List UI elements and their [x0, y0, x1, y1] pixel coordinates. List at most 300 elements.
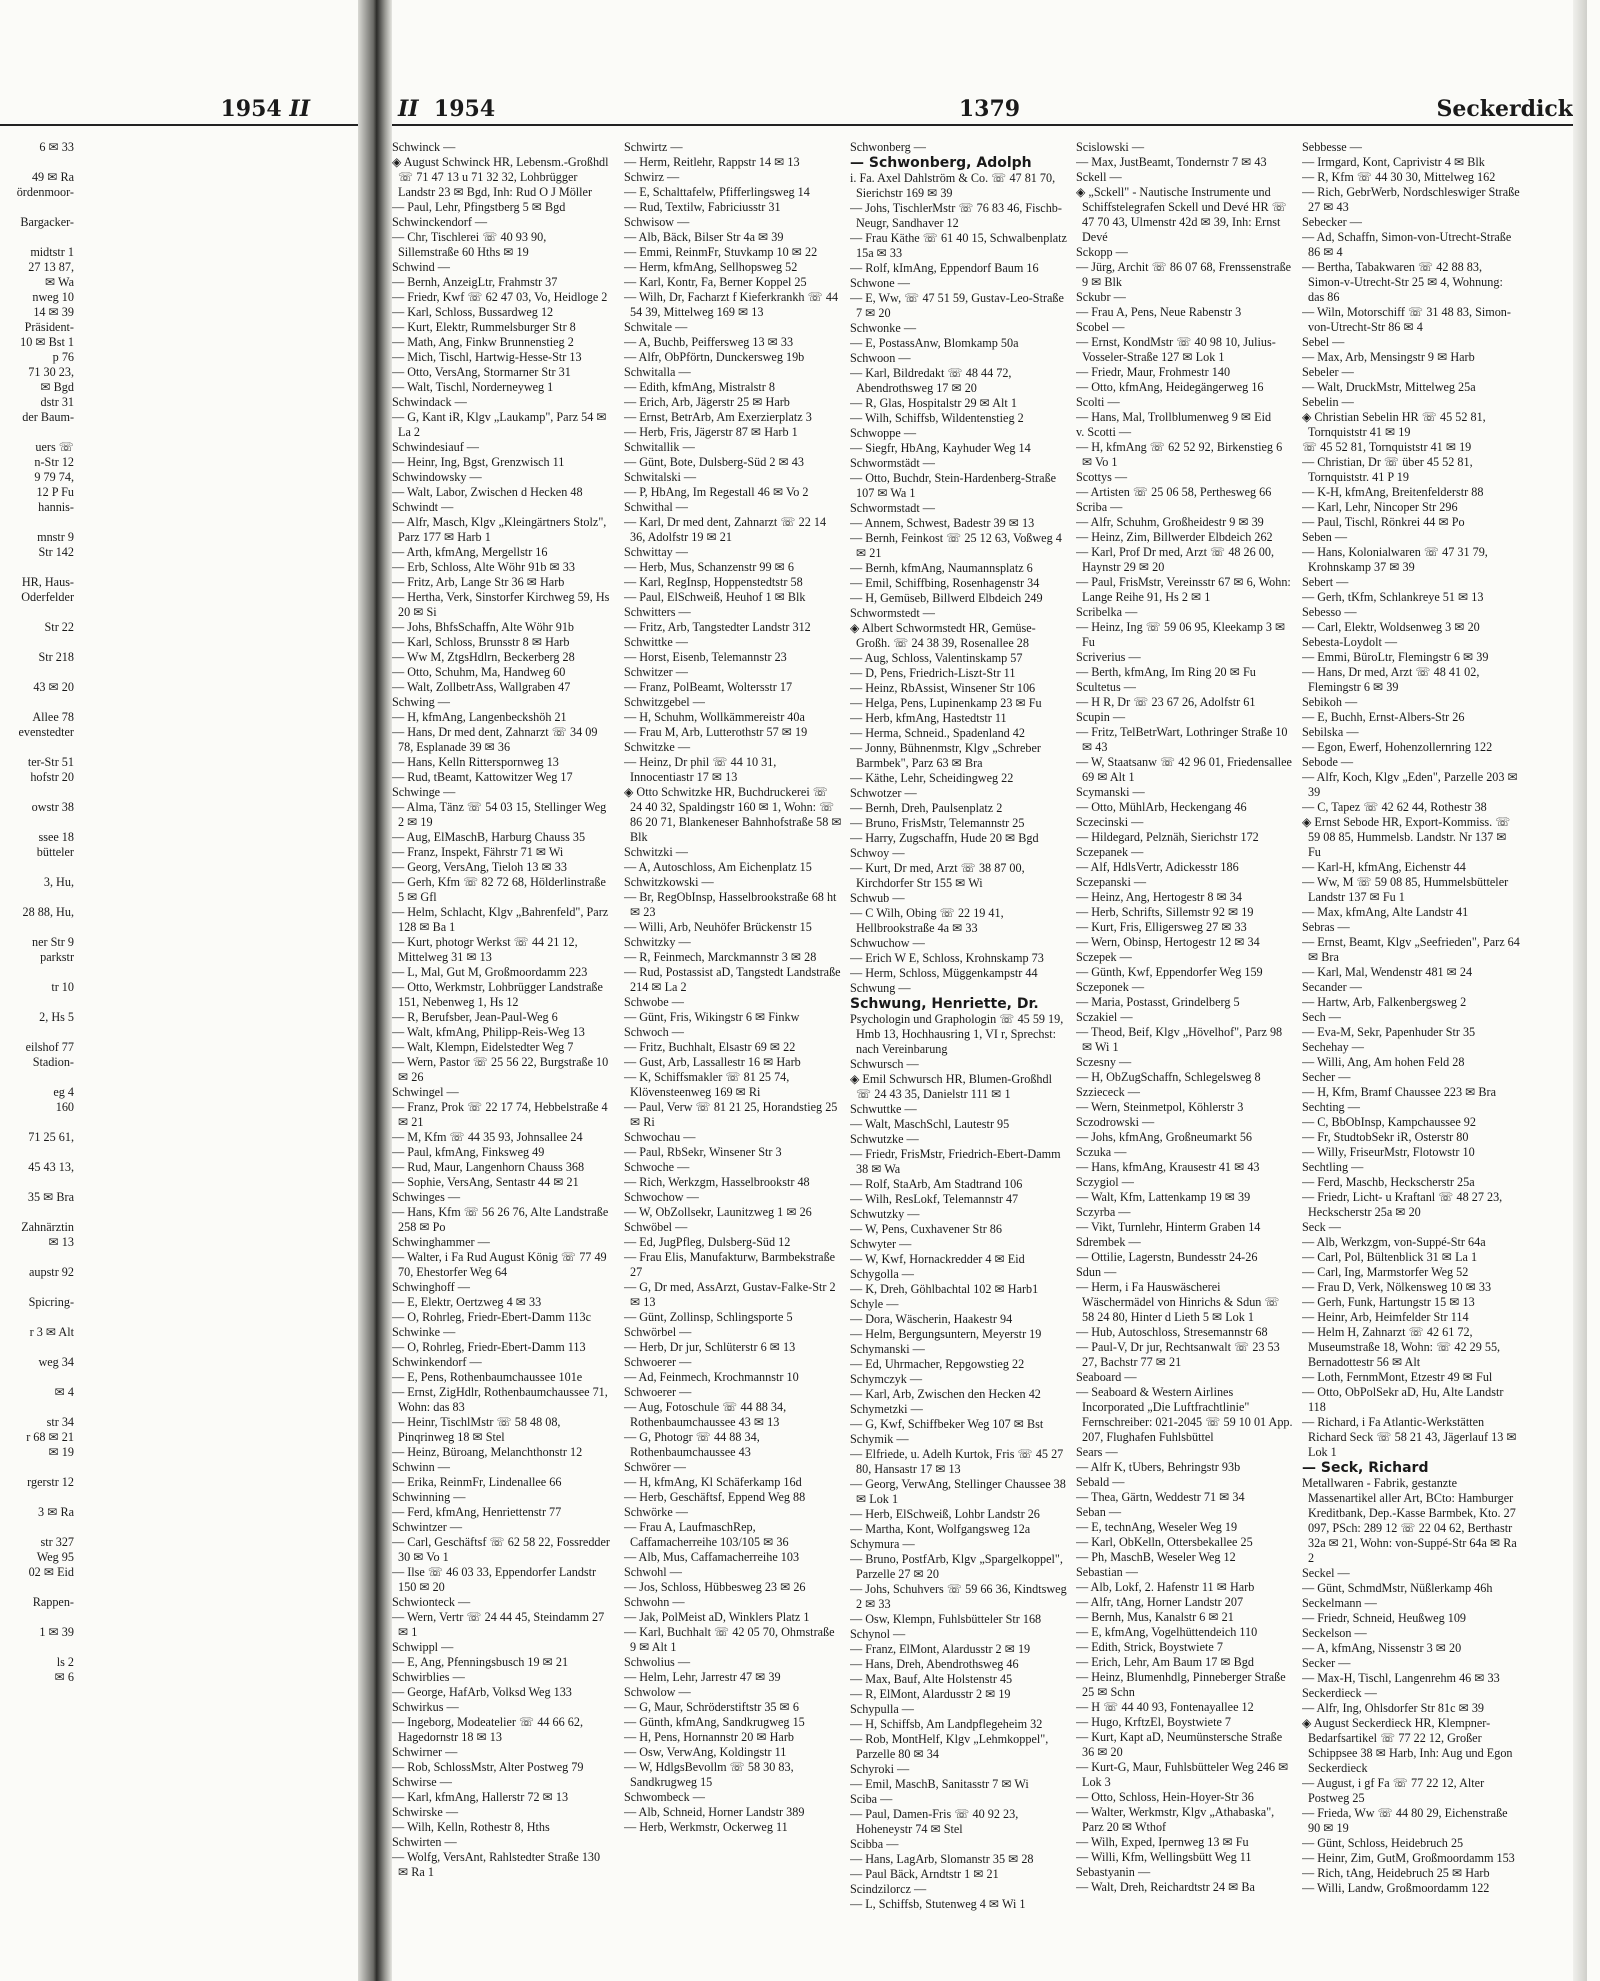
surname-heading: Schwonke —	[850, 321, 917, 335]
directory-entry: — Max, kfmAng, Alte Landstr 41	[1302, 905, 1469, 919]
directory-entry: — Schwonberg, Adolph	[850, 155, 1032, 171]
directory-entry: — Walt, Labor, Zwischen d Hecken 48	[392, 485, 583, 499]
surname-heading: Schwutzky —	[850, 1207, 920, 1221]
surname-heading: Schwitzki —	[624, 845, 688, 859]
directory-entry: — E, Ww, ☏ 47 51 59, Gustav-Leo-Straße 7 ✉ 20	[850, 291, 1064, 320]
surname-heading: Schwohn —	[624, 1595, 685, 1609]
directory-entry: — Alf, HdlsVertr, Adickesstr 186	[1076, 860, 1239, 874]
surname-heading: Sczepanski —	[1076, 875, 1147, 889]
surname-heading: Schwind —	[392, 260, 450, 274]
directory-column-3	[850, 140, 1068, 1981]
surname-heading: Schwinges —	[392, 1190, 461, 1204]
directory-entry: — Frieda, Ww ☏ 44 80 29, Eichenstraße 90 ✉ 19	[1302, 1806, 1508, 1835]
directory-entry: ☏ 45 52 81, Tornquiststr 41 ✉ 19	[1302, 440, 1472, 454]
left-fragment-line: str 327	[40, 1535, 74, 1549]
surname-heading: Schwursch —	[850, 1057, 919, 1071]
left-fragment-line	[0, 635, 74, 650]
directory-entry: — Walt, Kfm, Lattenkamp 19 ✉ 39	[1076, 1190, 1251, 1204]
directory-entry: — Heinz, Blumenhdlg, Pinneberger Straße 25 ✉ Schn	[1076, 1670, 1286, 1699]
left-fragment-line: hofstr 20	[30, 770, 74, 784]
surname-heading: Sckubr —	[1076, 290, 1126, 304]
directory-entry: — Johs, TischlerMstr ☏ 76 83 46, Fischb-Neugr, Sandhaver 12	[850, 201, 1062, 230]
surname-heading: Schypulla —	[850, 1702, 914, 1716]
directory-entry: — Erich, Arb, Jägerstr 25 ✉ Harb	[624, 395, 790, 409]
directory-entry: — Hans, LagArb, Slomanstr 35 ✉ 28	[850, 1852, 1034, 1866]
surname-heading: Secander —	[1302, 980, 1362, 994]
surname-heading: Schwone —	[850, 276, 910, 290]
directory-entry: — R, ElMont, Alardusstr 2 ✉ 19	[850, 1687, 1011, 1701]
directory-entry: — Bernh, Feinkost ☏ 25 12 63, Voßweg 4 ✉ 21	[850, 531, 1062, 560]
directory-entry: — Kurt, photogr Werkst ☏ 44 21 12, Mittelweg 31 ✉ 13	[392, 935, 578, 964]
directory-entry: — O, Rohrleg, Friedr-Ebert-Damm 113	[392, 1340, 586, 1354]
directory-entry: — Christian, Dr ☏ über 45 52 81, Tornquiststr. 41 P 19	[1302, 455, 1473, 484]
surname-heading: Schwoy —	[850, 846, 905, 860]
directory-entry: — Siegfr, HbAng, Kayhuder Weg 14	[850, 441, 1031, 455]
page-edge	[1573, 0, 1587, 1981]
directory-entry: — Karl, Bildredakt ☏ 48 44 72, Abendrothsweg 17 ✉ 20	[850, 366, 1012, 395]
left-fragment-line: 28 88, Hu,	[22, 905, 74, 919]
directory-entry: — Fritz, TelBetrWart, Lothringer Straße 10 ✉ 43	[1076, 725, 1288, 754]
surname-heading: Schwitalski —	[624, 470, 697, 484]
directory-entry: — R, Kfm ☏ 44 30 30, Mittelweg 162	[1302, 170, 1496, 184]
directory-entry: — Otto, ObPolSekr aD, Hu, Alte Landstr 118	[1302, 1385, 1504, 1414]
directory-entry: — Max, JustBeamt, Tondernstr 7 ✉ 43	[1076, 155, 1267, 169]
directory-entry: — Osw, Klempn, Fuhlsbütteler Str 168	[850, 1612, 1042, 1626]
directory-entry: — Ph, MaschB, Weseler Weg 12	[1076, 1550, 1236, 1564]
directory-entry: — E, kfmAng, Vogelhüttendeich 110	[1076, 1625, 1258, 1639]
left-fragment-line: r 3 ✉ Alt	[29, 1325, 74, 1339]
surname-heading: Schwörer —	[624, 1460, 686, 1474]
directory-entry: — Jürg, Archit ☏ 86 07 68, Frenssenstraße 9 ✉ Blk	[1076, 260, 1292, 289]
surname-heading: Schymura —	[850, 1537, 915, 1551]
directory-entry: — Hans, Kolonialwaren ☏ 47 31 79, Krohnskamp 37 ✉ 39	[1302, 545, 1488, 574]
left-fragment-line	[0, 515, 74, 530]
directory-entry: — Seck, Richard	[1302, 1460, 1429, 1476]
directory-entry: — G, Maur, Schröderstiftstr 35 ✉ 6	[624, 1700, 799, 1714]
left-fragment-line	[0, 1205, 74, 1220]
surname-heading: Sebikoh —	[1302, 695, 1358, 709]
directory-entry: — C, BbObInsp, Kampchaussee 92	[1302, 1115, 1476, 1129]
left-fragment-line	[0, 1070, 74, 1085]
surname-heading: Schwitzkowski —	[624, 875, 714, 889]
left-fragment-line: Bargacker-	[20, 215, 74, 229]
directory-entry: — Friedr, Licht- u Kraftanl ☏ 48 27 23, Heckscherstr 25a ✉ 20	[1302, 1190, 1503, 1219]
directory-entry: — Max-H, Tischl, Langenrehm 46 ✉ 33	[1302, 1671, 1500, 1685]
directory-entry: — Paul, Tischl, Rönkrei 44 ✉ Po	[1302, 515, 1465, 529]
directory-entry: — Otto, Buchdr, Stein-Hardenberg-Straße 107 ✉ Wa 1	[850, 471, 1057, 500]
left-fragment-line	[0, 1610, 74, 1625]
directory-entry: — Bernh, Dreh, Paulsenplatz 2	[850, 801, 1003, 815]
directory-entry: — Otto, Schloss, Hein-Hoyer-Str 36	[1076, 1790, 1254, 1804]
directory-entry: — Günt, Schloss, Heidebruch 25	[1302, 1836, 1464, 1850]
surname-heading: Schwirse —	[392, 1775, 452, 1789]
left-fragment-line: midtstr 1	[30, 245, 74, 259]
directory-entry: — Karl, Kontr, Fa, Berner Koppel 25	[624, 275, 807, 289]
directory-entry: — Günt, Zollinsp, Schlingsporte 5	[624, 1310, 793, 1324]
directory-entry: — Annem, Schwest, Badestr 39 ✉ 13	[850, 516, 1035, 530]
surname-heading: Schygolla —	[850, 1267, 914, 1281]
directory-entry: — Paul, ElSchweiß, Heuhof 1 ✉ Blk	[624, 590, 806, 604]
surname-heading: Sczepek —	[1076, 950, 1132, 964]
left-fragment-line	[0, 200, 74, 215]
left-fragment-line	[0, 665, 74, 680]
directory-entry: — Hans, Dr med dent, Zahnarzt ☏ 34 09 78, Esplanade 39 ✉ 36	[392, 725, 598, 754]
left-fragment-line	[0, 740, 74, 755]
left-fragment-line: 160	[55, 1100, 74, 1114]
surname-heading: Schwoerer —	[624, 1385, 692, 1399]
directory-entry: — Franz, Inspekt, Fährstr 71 ✉ Wi	[392, 845, 564, 859]
directory-entry: — Loth, FernmMont, Etzestr 49 ✉ Ful	[1302, 1370, 1493, 1384]
surname-heading: Sech —	[1302, 1010, 1341, 1024]
directory-entry: — H, Gemüseb, Billwerd Elbdeich 249	[850, 591, 1043, 605]
directory-entry: — Ferd, Maschb, Heckscherstr 25a	[1302, 1175, 1475, 1189]
surname-heading: Schwing —	[392, 695, 450, 709]
directory-entry: ◈ Otto Schwitzke HR, Buchdruckerei ☏ 24 40 32, Spaldingstr 160 ✉ 1, Wohn: ☏ 86 20 71, Blankeneser Bahnhofstraße 58 ✉ Blk	[624, 785, 842, 844]
directory-entry: — H, ObZugSchaffn, Schlegelsweg 8	[1076, 1070, 1261, 1084]
directory-entry: — Herb, Werkmstr, Ockerweg 11	[624, 1820, 788, 1834]
surname-heading: Sebeler —	[1302, 365, 1354, 379]
directory-entry: — Rud, Postassist aD, Tangstedt Landstraße 214 ✉ La 2	[624, 965, 841, 994]
left-fragment-line: ördenmoor-	[16, 185, 74, 199]
surname-heading: Schwithal —	[624, 500, 688, 514]
directory-entry: — Paul, Damen-Fris ☏ 40 92 23, Hoheneystr 74 ✉ Stel	[850, 1807, 1019, 1836]
left-fragment-line	[0, 695, 74, 710]
left-fragment-line: 02 ✉ Eid	[28, 1565, 74, 1579]
surname-heading: Schwöbel —	[624, 1220, 688, 1234]
surname-heading: Sckell —	[1076, 170, 1122, 184]
directory-entry: i. Fa. Axel Dahlström & Co. ☏ 47 81 70, Sierichstr 169 ✉ 39	[850, 171, 1056, 200]
surname-heading: Seben —	[1302, 530, 1348, 544]
directory-entry: — Ottilie, Lagerstn, Bundesstr 24-26	[1076, 1250, 1258, 1264]
directory-entry: — Frau D, Verk, Nölkensweg 10 ✉ 33	[1302, 1280, 1492, 1294]
directory-entry: — K, Schiffsmakler ☏ 81 25 74, Klövensteenweg 169 ✉ Ri	[624, 1070, 790, 1099]
directory-entry: — Friedr, Kwf ☏ 62 47 03, Vo, Heidloge 2	[392, 290, 608, 304]
surname-heading: Sczygiol —	[1076, 1175, 1134, 1189]
directory-entry: — Helm, Bergungsuntern, Meyerstr 19	[850, 1327, 1042, 1341]
directory-entry: — Franz, Prok ☏ 22 17 74, Hebbelstraße 4 ✉ 21	[392, 1100, 608, 1129]
directory-entry: — Heinz, Ing ☏ 59 06 95, Kleekamp 3 ✉ Fu	[1076, 620, 1286, 649]
left-fragment-line: 1 ✉ 39	[39, 1625, 74, 1639]
directory-entry: — Kurt-G, Maur, Fuhlsbütteler Weg 246 ✉ Lok 3	[1076, 1760, 1289, 1789]
directory-entry: — Wolfg, VersAnt, Rahlstedter Straße 130 ✉ Ra 1	[392, 1850, 601, 1879]
left-fragment-line	[0, 1310, 74, 1325]
directory-entry: — Walt, Dreh, Reichardtstr 24 ✉ Ba	[1076, 1880, 1255, 1894]
directory-entry: — Ingeborg, Modeatelier ☏ 44 66 62, Hagedornstr 18 ✉ 13	[392, 1715, 584, 1744]
directory-entry: — M, Kfm ☏ 44 35 93, Johnsallee 24	[392, 1130, 583, 1144]
directory-entry: ◈ „Sckell" - Nautische Instrumente und Schiffstelegrafen Sckell und Devé HR ☏ 47 70 43, Ulmenstr 42d ✉ 39, Inh: Ernst Devé	[1076, 185, 1287, 244]
directory-entry: — Heinz, Ang, Hertogestr 8 ✉ 34	[1076, 890, 1242, 904]
directory-entry: — Otto, Werkmstr, Lohbrügger Landstraße 151, Nebenweg 1, Hs 12	[392, 980, 603, 1009]
surname-heading: Sebilska —	[1302, 725, 1359, 739]
directory-column-5	[1302, 140, 1520, 1981]
right-page-header	[392, 96, 1587, 126]
left-header-year: 1954	[220, 96, 282, 122]
left-fragment-line	[0, 1640, 74, 1655]
directory-entry: — Walt, Tischl, Norderneyweg 1	[392, 380, 554, 394]
directory-entry: — Wilh, ResLokf, Telemannstr 47	[850, 1192, 1019, 1206]
surname-heading: Schwinke —	[392, 1325, 456, 1339]
surname-heading: Seckel —	[1302, 1566, 1350, 1580]
surname-heading: Schwoerer —	[624, 1355, 692, 1369]
directory-entry: — Aug, Schloss, Valentinskamp 57	[850, 651, 1023, 665]
surname-heading: Schwolow —	[624, 1685, 691, 1699]
left-fragment-line: HR, Haus-	[21, 575, 74, 589]
left-fragment-line	[0, 1370, 74, 1385]
surname-heading: Scibba —	[850, 1837, 899, 1851]
left-fragment-line: parkstr	[40, 950, 74, 964]
directory-entry: — Erich W E, Schloss, Krohnskamp 73	[850, 951, 1044, 965]
surname-heading: Schwotzer —	[850, 786, 917, 800]
left-fragment-line: p 76	[52, 350, 74, 364]
left-fragment-line	[0, 1340, 74, 1355]
directory-entry: — Paul, Verw ☏ 81 21 25, Horandstieg 25 ✉ Ri	[624, 1100, 838, 1129]
directory-entry: — Frau M, Arb, Lutterothstr 57 ✉ 19	[624, 725, 808, 739]
left-fragment-line	[0, 1115, 74, 1130]
directory-entry: — Erich, Lehr, Am Baum 17 ✉ Bgd	[1076, 1655, 1254, 1669]
directory-entry: — Günt, SchmdMstr, Nüßlerkamp 46h	[1302, 1581, 1493, 1595]
left-fragment-line	[0, 815, 74, 830]
directory-entry: — Hub, Autoschloss, Stresemannstr 68	[1076, 1325, 1268, 1339]
directory-entry: — Elfriede, u. Adelh Kurtok, Fris ☏ 45 27 80, Hansastr 17 ✉ 13	[850, 1447, 1064, 1476]
surname-heading: Secher —	[1302, 1070, 1351, 1084]
left-fragment-line: 43 ✉ 20	[33, 680, 74, 694]
directory-entry: ◈ Christian Sebelin HR ☏ 45 52 81, Tornquiststr 41 ✉ 19	[1302, 410, 1486, 439]
directory-entry: — D, Pens, Friedrich-Liszt-Str 11	[850, 666, 1016, 680]
directory-entry: — Herb, Schrifts, Sillemstr 92 ✉ 19	[1076, 905, 1254, 919]
directory-entry: ◈ Albert Schwormstedt HR, Gemüse-Großh. ☏ 24 38 39, Rosenallee 28	[850, 621, 1036, 650]
left-fragment-line: Rappen-	[32, 1595, 74, 1609]
left-fragment-line	[0, 1280, 74, 1295]
left-fragment-line	[0, 230, 74, 245]
left-fragment-line: nweg 10	[32, 290, 74, 304]
surname-heading: Sebel —	[1302, 335, 1345, 349]
surname-heading: Scindzilorcz —	[850, 1882, 927, 1896]
directory-entry: — E, technAng, Weseler Weg 19	[1076, 1520, 1238, 1534]
directory-entry: — H R, Dr ☏ 23 67 26, Adolfstr 61	[1076, 695, 1256, 709]
left-fragment-line: Str 142	[38, 545, 74, 559]
surname-heading: Schwirske —	[392, 1805, 459, 1819]
surname-heading: Schwitzgebel —	[624, 695, 705, 709]
surname-heading: Sczesny —	[1076, 1055, 1132, 1069]
directory-entry: — Bernh, AnzeigLtr, Frahmstr 37	[392, 275, 558, 289]
left-page-fragments	[0, 140, 74, 1981]
directory-entry: — Heinz, Dr phil ☏ 44 10 31, Innocentiastr 17 ✉ 13	[624, 755, 777, 784]
left-fragment-line: der Baum-	[22, 410, 74, 424]
surname-heading: Scolti —	[1076, 395, 1120, 409]
directory-entry: — Walt, ZollbetrAss, Wallgraben 47	[392, 680, 571, 694]
surname-heading: Schyroki —	[850, 1762, 910, 1776]
left-fragment-line: 6 ✉ 33	[39, 140, 74, 154]
left-fragment-line: ls 2	[56, 1655, 74, 1669]
directory-entry: ◈ August Seckerdieck HR, Klempner-Bedarfsartikel ☏ 77 22 12, Großer Schippsee 38 ✉ Harb, Inh: Aug und Egon Seckerdieck	[1302, 1716, 1513, 1775]
surname-heading: Schwintzer —	[392, 1520, 463, 1534]
directory-entry: — Jak, PolMeist aD, Winklers Platz 1	[624, 1610, 810, 1624]
directory-entry: — Gerh, Funk, Hartungstr 15 ✉ 13	[1302, 1295, 1475, 1309]
left-fragment-line: eg 4	[53, 1085, 74, 1099]
directory-entry: — H ☏ 44 40 93, Fontenayallee 12	[1076, 1700, 1254, 1714]
directory-entry: — August, i gf Fa ☏ 77 22 12, Alter Postweg 25	[1302, 1776, 1485, 1805]
directory-entry: — Hans, Mal, Trollblumenweg 9 ✉ Eid	[1076, 410, 1272, 424]
directory-entry: — Alb, Mus, Caffamacherreihe 103	[624, 1550, 800, 1564]
directory-entry: — Chr, Tischlerei ☏ 40 93 90, Sillemstraße 60 Hths ✉ 19	[392, 230, 547, 259]
left-fragment-line: ssee 18	[38, 830, 74, 844]
directory-entry: — Friedr, Schneid, Heußweg 109	[1302, 1611, 1467, 1625]
surname-heading: Sechehay —	[1302, 1040, 1364, 1054]
surname-heading: Schwindesiauf —	[392, 440, 479, 454]
directory-entry: — Fritz, Arb, Tangstedter Landstr 312	[624, 620, 811, 634]
left-fragment-line	[0, 785, 74, 800]
directory-entry: — Jonny, Bühnenmstr, Klgv „Schreber Barmbek", Parz 63 ✉ Bra	[850, 741, 1041, 770]
directory-entry: — Otto, VersAng, Stormarner Str 31	[392, 365, 571, 379]
directory-entry: — G, Photogr ☏ 44 88 34, Rothenbaumchaussee 43	[624, 1430, 760, 1459]
surname-heading: Seck —	[1302, 1220, 1341, 1234]
directory-entry: — Wilh, Exped, Ipernweg 13 ✉ Fu	[1076, 1835, 1249, 1849]
left-fragment-line	[0, 1250, 74, 1265]
directory-entry: — Egon, Ewerf, Hohenzollernring 122	[1302, 740, 1493, 754]
surname-heading: Scribelka —	[1076, 605, 1138, 619]
left-fragment-line	[0, 1175, 74, 1190]
directory-entry: — R, Glas, Hospitalstr 29 ✉ Alt 1	[850, 396, 1017, 410]
directory-entry: — H, kfmAng, Kl Schäferkamp 16d	[624, 1475, 802, 1489]
directory-entry: — Seaboard & Western Airlines Incorporated „Die Luftfrachtlinie" Fernschreiber: 021-2045 ☏ 59 10 01 App. 207, Flughafen Fuhlsbüttel	[1076, 1385, 1293, 1444]
surname-heading: Sciba —	[850, 1792, 893, 1806]
surname-heading: Schwittay —	[624, 545, 688, 559]
directory-entry: — Sophie, VersAng, Sentastr 44 ✉ 21	[392, 1175, 579, 1189]
surname-heading: Schwittke —	[624, 635, 688, 649]
directory-entry: — Aug, Fotoschule ☏ 44 88 34, Rothenbaumchaussee 43 ✉ 13	[624, 1400, 787, 1429]
directory-entry: — Emmi, BüroLtr, Flemingstr 6 ✉ 39	[1302, 650, 1489, 664]
directory-entry: — Paul Bäck, Arndtstr 1 ✉ 21	[850, 1867, 999, 1881]
directory-entry: ◈ August Schwinck HR, Lebensm.-Großhdl ☏ 71 47 13 u 71 32 32, Lohbrügger Landstr 23 ✉ Bgd, Inh: Rud O J Möller	[392, 155, 609, 199]
left-fragment-line: ✉ 13	[48, 1235, 74, 1249]
left-page	[0, 0, 360, 1981]
surname-heading: Schwirtz —	[624, 140, 683, 154]
directory-entry: — Bruno, FrisMstr, Telemannstr 25	[850, 816, 1025, 830]
directory-entry: — Mich, Tischl, Hartwig-Hesse-Str 13	[392, 350, 582, 364]
directory-entry: — Günt, Fris, Wikingstr 6 ✉ Finkw	[624, 1010, 800, 1024]
directory-entry: — Johs, kfmAng, Großneumarkt 56	[1076, 1130, 1253, 1144]
left-fragment-line: 14 ✉ 39	[33, 305, 74, 319]
surname-heading: Schwinn —	[392, 1460, 450, 1474]
directory-entry: — Emmi, ReinmFr, Stuvkamp 10 ✉ 22	[624, 245, 818, 259]
directory-entry: — Frau A, Pens, Neue Rabenstr 3	[1076, 305, 1242, 319]
directory-entry: — G, Dr med, AssArzt, Gustav-Falke-Str 2 ✉ 13	[624, 1280, 836, 1309]
directory-entry: — Alma, Tänz ☏ 54 03 15, Stellinger Weg 2 ✉ 19	[392, 800, 607, 829]
directory-entry: — Edith, kfmAng, Mistralstr 8	[624, 380, 775, 394]
surname-heading: Schwirten —	[392, 1835, 457, 1849]
directory-entry: — Herb, Fris, Jägerstr 87 ✉ Harb 1	[624, 425, 798, 439]
directory-entry: — W, Staatsanw ☏ 42 96 01, Friedensallee 69 ✉ Alt 1	[1076, 755, 1292, 784]
directory-entry: — Ww, M ☏ 59 08 85, Hummelsbütteler Landstr 137 ✉ Fu 1	[1302, 875, 1509, 904]
directory-entry: — Irmgard, Kont, Caprivistr 4 ✉ Blk	[1302, 155, 1485, 169]
directory-entry: — Alb, Schneid, Horner Landstr 389	[624, 1805, 805, 1819]
directory-entry: — Friedr, Maur, Frohmestr 140	[1076, 365, 1231, 379]
directory-entry: — W, Kwf, Hornackredder 4 ✉ Eid	[850, 1252, 1025, 1266]
directory-entry: — Wiln, Motorschiff ☏ 31 48 83, Simon-von-Utrecht-Str 86 ✉ 4	[1302, 305, 1511, 334]
directory-entry: — Helga, Pens, Lupinenkamp 23 ✉ Fu	[850, 696, 1042, 710]
directory-entry: — P, HbAng, Im Regestall 46 ✉ Vo 2	[624, 485, 809, 499]
directory-entry: — Aug, ElMaschB, Harburg Chauss 35	[392, 830, 586, 844]
surname-heading: Schwolius —	[624, 1655, 691, 1669]
directory-entry: — Rud, Maur, Langenhorn Chauss 368	[392, 1160, 585, 1174]
surname-heading: Sears —	[1076, 1445, 1118, 1459]
directory-entry: — E, Ang, Pfenningsbusch 19 ✉ 21	[392, 1655, 569, 1669]
directory-entry: — Rob, SchlossMstr, Alter Postweg 79	[392, 1760, 584, 1774]
directory-entry: — Karl, ObKelln, Ottersbekallee 25	[1076, 1535, 1253, 1549]
directory-entry: — Otto, MühlArb, Heckengang 46	[1076, 800, 1247, 814]
directory-entry: — Wern, Steinmetpol, Köhlerstr 3	[1076, 1100, 1244, 1114]
left-fragment-line: owstr 38	[31, 800, 74, 814]
directory-entry: — George, HafArb, Volksd Weg 133	[392, 1685, 572, 1699]
directory-entry: — Kurt, Kapt aD, Neumünstersche Straße 36 ✉ 20	[1076, 1730, 1283, 1759]
surname-heading: Szziececk —	[1076, 1085, 1140, 1099]
left-fragment-line: Allee 78	[32, 710, 74, 724]
surname-heading: Schwitallik —	[624, 440, 695, 454]
surname-heading: Sczakiel —	[1076, 1010, 1133, 1024]
directory-entry: — Edith, Strick, Boystwiete 7	[1076, 1640, 1223, 1654]
directory-entry: — Alfr, Ing, Ohlsdorfer Str 81c ✉ 39	[1302, 1701, 1485, 1715]
directory-entry: — Helm, Schlacht, Klgv „Bahrenfeld", Parz 128 ✉ Ba 1	[392, 905, 609, 934]
directory-entry: — Richard, i Fa Atlantic-Werkstätten Richard Seck ☏ 58 21 43, Jägerlauf 13 ✉ Lok 1	[1302, 1415, 1517, 1459]
directory-entry: — Karl, RegInsp, Hoppenstedtstr 58	[624, 575, 803, 589]
surname-heading: Sebecker —	[1302, 215, 1362, 229]
page-number: 1379	[958, 96, 1021, 122]
left-fragment-line: aupstr 92	[28, 1265, 74, 1279]
left-fragment-line: 27 13 87,	[28, 260, 74, 274]
surname-heading: Sczuka —	[1076, 1145, 1127, 1159]
directory-entry: — H, Kfm, Bramf Chaussee 223 ✉ Bra	[1302, 1085, 1497, 1099]
left-fragment-line: 71 25 61,	[28, 1130, 74, 1144]
surname-heading: Sczodrowski —	[1076, 1115, 1155, 1129]
surname-heading: Secker —	[1302, 1656, 1351, 1670]
directory-entry: — Willi, Kfm, Wellingsbütt Weg 11	[1076, 1850, 1252, 1864]
surname-heading: Schwitzer —	[624, 665, 688, 679]
directory-entry: — Friedr, FrisMstr, Friedrich-Ebert-Damm 38 ✉ Wa	[850, 1147, 1061, 1176]
directory-entry: — Ed, JugPfleg, Dulsberg-Süd 12	[624, 1235, 791, 1249]
surname-heading: Schwuchow —	[850, 936, 925, 950]
surname-heading: Schwitale —	[624, 320, 688, 334]
directory-entry: — Karl, Dr med dent, Zahnarzt ☏ 22 14 36, Adolfstr 19 ✉ 21	[624, 515, 827, 544]
surname-heading: Sdun —	[1076, 1265, 1117, 1279]
left-fragment-line: 3 ✉ Ra	[38, 1505, 74, 1519]
directory-entry: — Ernst, BetrArb, Am Exerzierplatz 3	[624, 410, 812, 424]
directory-entry: — Alfr, tAng, Horner Landstr 207	[1076, 1595, 1244, 1609]
directory-entry: — A, kfmAng, Nissenstr 3 ✉ 20	[1302, 1641, 1462, 1655]
directory-entry: — Hans, Dr med, Arzt ☏ 48 41 02, Flemingstr 6 ✉ 39	[1302, 665, 1480, 694]
directory-entry: — Franz, PolBeamt, Woltersstr 17	[624, 680, 793, 694]
directory-entry: — E, Buchh, Ernst-Albers-Str 26	[1302, 710, 1465, 724]
directory-entry: — R, Feinmech, Marckmannstr 3 ✉ 28	[624, 950, 817, 964]
directory-entry: — Georg, VersAng, Tieloh 13 ✉ 33	[392, 860, 567, 874]
directory-entry: — Walter, i Fa Rud August König ☏ 77 49 70, Ehestorfer Weg 64	[392, 1250, 607, 1279]
directory-entry: — Paul-V, Dr jur, Rechtsanwalt ☏ 23 53 27, Bachstr 77 ✉ 21	[1076, 1340, 1280, 1369]
directory-entry: — Alfr, Koch, Klgv „Eden", Parzelle 203 ✉ 39	[1302, 770, 1518, 799]
surname-heading: Schwirblies —	[392, 1670, 465, 1684]
left-fragment-line	[0, 1520, 74, 1535]
surname-heading: Schwoche —	[624, 1160, 690, 1174]
directory-entry: ◈ Ernst Sebode HR, Export-Kommiss. ☏ 59 08 85, Hummelsb. Landstr. Nr 137 ✉ Fu	[1302, 815, 1511, 859]
left-fragment-line	[0, 965, 74, 980]
directory-entry: — Rich, tAng, Heidebruch 25 ✉ Harb	[1302, 1866, 1490, 1880]
directory-entry: — Ilse ☏ 46 03 33, Eppendorfer Landstr 150 ✉ 20	[392, 1565, 597, 1594]
right-page	[392, 0, 1587, 1981]
surname-heading: Seban —	[1076, 1505, 1122, 1519]
directory-entry: Metallwaren - Fabrik, gestanzte Massenartikel aller Art, BCto: Hamburger Kreditbank, Dep.-Kasse Barmbek, Kto. 27 097, PSch: 289 12 ☏ 22 04 62, Berthastr 32a ✉ 21, Wohn: von-Suppé-Str 64a ✉ Ra 2	[1302, 1476, 1517, 1565]
directory-entry: — Willy, FriseurMstr, Flotowstr 10	[1302, 1145, 1475, 1159]
directory-entry: — Ferd, kfmAng, Henriettenstr 77	[392, 1505, 562, 1519]
directory-entry: — Herm, Schloss, Müggenkampstr 44	[850, 966, 1038, 980]
surname-heading: Schwionteck —	[392, 1595, 471, 1609]
